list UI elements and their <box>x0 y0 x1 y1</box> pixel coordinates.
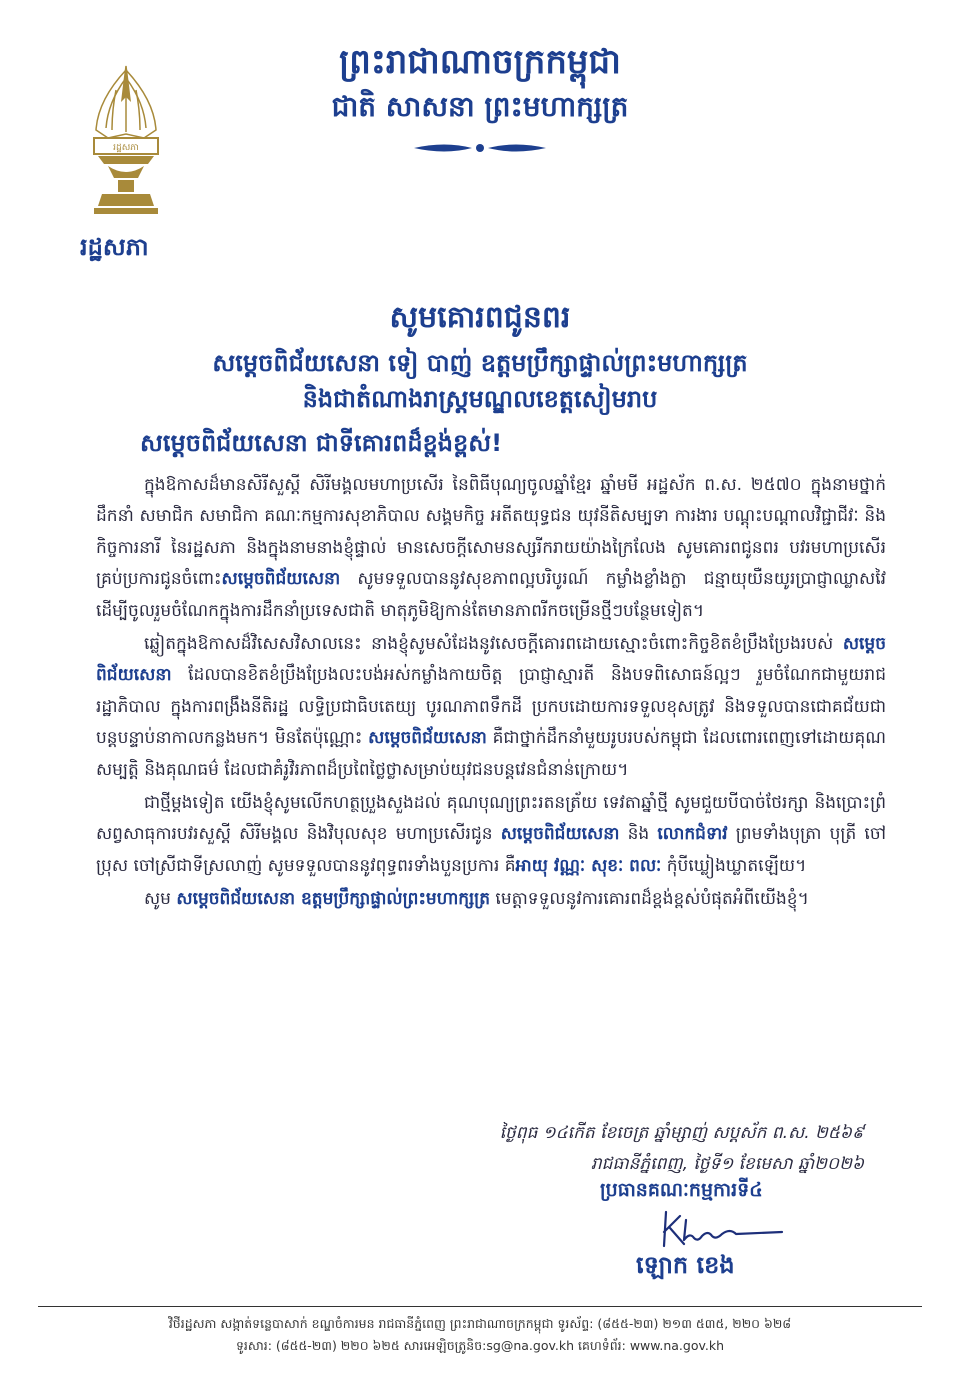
paragraph-2: ឆ្លៀតក្នុងឱកាសដ៏វិសេសវិសាលនេះ នាងខ្ញុំសូមសំដែងនូវសេចក្តីគោរពដោយស្មោះចំពោះកិច្ចខិតខំប្រឹងប្រែងរបស់ សម្តេចពិជ័យសេនា ដែលបានខិតខំប្រឹងប្រែងលះបង់អស់កម្លាំងកាយចិត្ត ប្រាជ្ញាស្មារតី និងបទពិសោធន៍ល្អៗ រួមចំណែកជាមួយរាជរដ្ឋាភិបាល ក្នុងការពង្រឹងនីតិរដ្ឋ លទ្ធិប្រជាធិបតេយ្យ បូរណភាពទឹកដី ប្រកបដោយការទទួលខុសត្រូវ និងទទួលបានជោគជ័យជាបន្តបន្ទាប់នាកាលកន្លងមក។ មិនតែប៉ុណ្ណោះ សម្តេចពិជ័យសេនា គឺជាថ្នាក់ដឹកនាំមួយរូបរបស់កម្ពុជា ដែលពោរពេញទៅដោយគុណសម្បត្តិ និងគុណធម៌ ដែលជាគំរូវិរភាពដ៏ប្រពៃថ្លៃថ្លាសម្រាប់យុវជនបន្តវេនជំនាន់ក្រោយ។ <box>96 634 886 780</box>
national-assembly-emblem-icon <box>78 60 174 220</box>
recipient-name: សម្តេចពិជ័យសេនា <box>96 634 886 686</box>
recipient-name: សម្តេចពិជ័យសេនា <box>500 824 620 845</box>
paragraph-3: ជាថ្មីម្តងទៀត យើងខ្ញុំសូមលើកហត្ថប្រួងសួងដល់ គុណបុណ្យព្រះរតនត្រ័យ ទេវតាឆ្នាំថ្មី សូមជួយបីបាច់ថែរក្សា និងប្រោះព្រំសព្វសាធុការបវរសួស្តី សិរីមង្គល និងវិបុលសុខ មហាប្រសើរជូន សម្តេចពិជ័យសេនា និង លោកជំទាវ ព្រមទាំងបុត្រា បុត្រី ចៅប្រុស ចៅស្រីជាទីស្រលាញ់ សូមទទួលបាននូវពុទ្ធពរទាំងបួនប្រការ គឺអាយុ វណ្ណៈ សុខៈ ពលៈ កុំបីឃ្លៀងឃ្លាតឡើយ។ <box>96 793 887 876</box>
header-motto: ជាតិ សាសនា ព្រះមហាក្សត្រ <box>331 90 629 123</box>
paragraph-1: ក្នុងឱកាសដ៏មានសិរីសួស្តី សិរីមង្គលមហាប្រសើរ នៃពិធីបុណ្យចូលឆ្នាំខ្មែរ ឆ្នាំមមី អដ្ឋស័ក ព.ស. ២៥៧០ ក្នុងនាមថ្នាក់ដឹកនាំ សមាជិក សមាជិកា គណៈកម្មការសុខាភិបាល សង្គមកិច្ច អតីតយុទ្ធជន យុវនីតិសម្បទា ការងារ បណ្តុះបណ្តាលវិជ្ជាជីវៈ និងកិច្ចការនារី នៃរដ្ឋសភា និងក្នុងនាមនាងខ្ញុំផ្ទាល់ មានសេចក្តីសោមនស្សរីករាយយ៉ាងក្រៃលែង សូមគោរពជូនពរ បវរមហាប្រសើរគ្រប់ប្រការជូនចំពោះសម្តេចពិជ័យសេនា សូមទទួលបាននូវសុខភាពល្អបរិបូរណ៍ កម្លាំងខ្លាំងក្លា ជន្មាយុយឺនយូរប្រាជ្ញាឈ្លាសវៃ ដើម្បីចូលរួមចំណែកក្នុងការដឹកនាំប្រទេសជាតិ មាតុភូមិឱ្យកាន់តែមានភាពរីកចម្រើនថ្មីៗបន្ថែមទៀត។ <box>96 475 886 621</box>
lady-title: លោកជំទាវ <box>657 824 728 845</box>
footer-divider <box>38 1306 922 1307</box>
footer-address: វិថីរដ្ឋសភា សង្កាត់ទន្លេបាសាក់ ខណ្ឌចំការមន រាជធានីភ្នំពេញ ព្រះរាជាណាចក្រកម្ពុជា ទូរស័ព្ទ: (៨៥៥-២៣) ២១៣ ៥៣៥, ២២០ ៦២៨ <box>168 1316 792 1331</box>
emblem-label: រដ្ឋសភា <box>113 143 139 153</box>
recipient-line-2: និងជាតំណាងរាស្ត្រមណ្ឌលខេត្តសៀមរាប <box>302 385 658 413</box>
recipient-name: សម្តេចពិជ័យសេនា ឧត្តមប្រឹក្សាផ្ទាល់ព្រះមហាក្សត្រ <box>176 889 491 910</box>
signer-name: ឡោក ខេង <box>636 1251 735 1279</box>
greeting-title: សូមគោរពជូនពរ <box>389 300 571 335</box>
date-lunar: ថ្ងៃពុធ ១៤កើត ខែចេត្រ ឆ្នាំម្សាញ់ សប្តស័ក ព.ស. ២៥៦៩ <box>499 1123 864 1143</box>
signer-title: ប្រធានគណៈកម្មការទី៤ <box>600 1179 763 1201</box>
paragraph-4: សូម សម្តេចពិជ័យសេនា ឧត្តមប្រឹក្សាផ្ទាល់ព្រះមហាក្សត្រ មេត្តាទទួលនូវការគោរពដ៏ខ្ពង់ខ្ពស់បំផុតអំពីយើងខ្ញុំ។ <box>144 889 809 910</box>
assembly-name: រដ្ឋសភា <box>80 233 149 261</box>
date-solar: រាជធានីភ្នំពេញ, ថ្ងៃទី១ ខែមេសា ឆ្នាំ២០២៦ <box>590 1154 864 1174</box>
recipient-name: សម្តេចពិជ័យសេនា <box>368 728 487 749</box>
recipient-line-1: សម្តេចពិជ័យសេនា ទៀ បាញ់ ឧត្តមប្រឹក្សាផ្ទាល់ព្រះមហាក្សត្រ <box>212 349 748 377</box>
ornament-divider-icon <box>410 140 550 156</box>
header-kingdom: ព្រះរាជាណាចក្រកម្ពុជា <box>339 42 621 82</box>
handwritten-signature-icon <box>660 1206 790 1252</box>
letter-body <box>96 470 886 918</box>
recipient-name: សម្តេចពិជ័យសេនា <box>221 569 341 590</box>
blessings: អាយុ វណ្ណៈ សុខៈ ពលៈ <box>515 855 662 876</box>
date-block <box>434 1118 864 1180</box>
footer-contact: ទូរសារ: (៨៥៥-២៣) ២២០ ៦២៥ សារអេឡិចត្រូនិច:sg@na.gov.kh គេហទំព័រ: www.na.gov.kh <box>235 1338 725 1353</box>
salutation: សម្តេចពិជ័យសេនា ជាទីគោរពដ៏ខ្ពង់ខ្ពស់! <box>140 429 503 457</box>
